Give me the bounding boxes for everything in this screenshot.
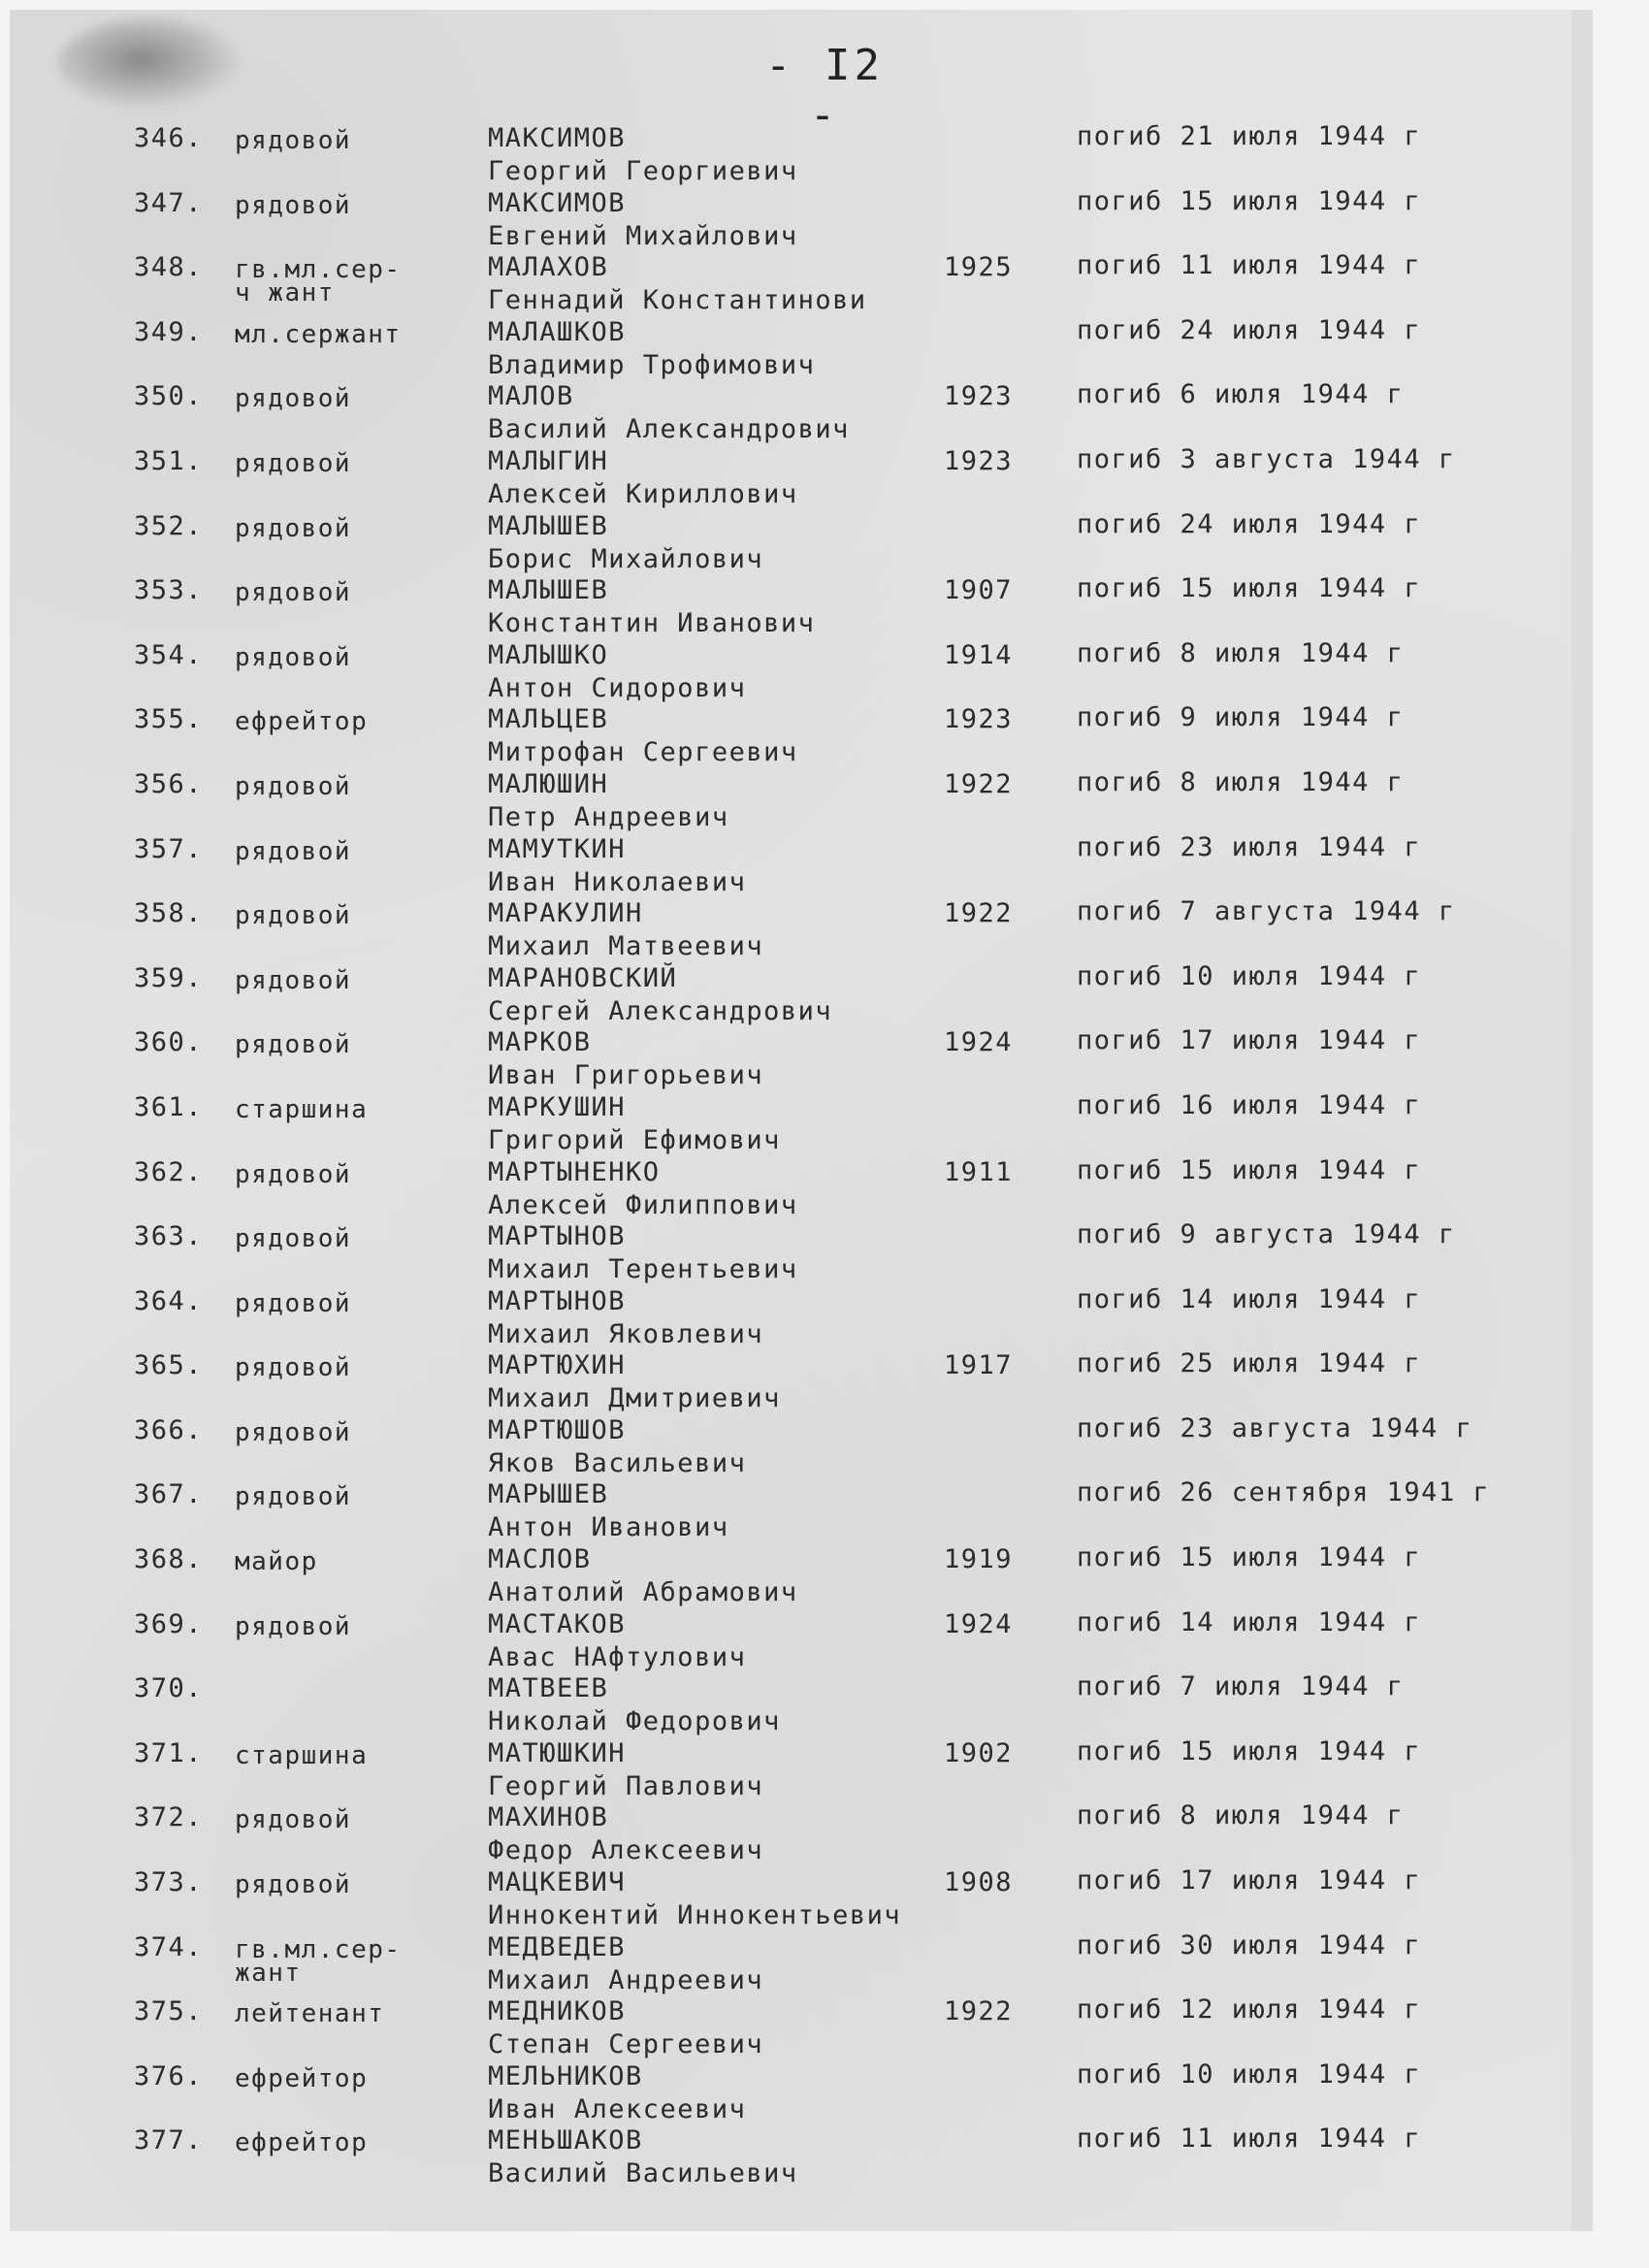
entry-number: 364. <box>134 1285 204 1316</box>
entry-rank: рядовой <box>235 1159 352 1189</box>
entry-surname: МАЛЫШКО <box>488 639 609 670</box>
list-item <box>10 761 1591 832</box>
entry-birth-year: 1923 <box>944 381 1014 412</box>
entry-given-names: Михаил Терентьевич <box>488 1254 798 1285</box>
entry-number: 354. <box>134 639 204 670</box>
entry-fate: погиб 26 сентября 1941 г <box>1077 1477 1491 1508</box>
entry-number: 368. <box>134 1544 204 1575</box>
entry-birth-year: 1923 <box>944 445 1014 476</box>
entry-surname: МАЛАШКОВ <box>488 316 627 347</box>
entry-surname: МАРТЮШОВ <box>488 1414 627 1445</box>
list-item <box>10 955 1591 1026</box>
list-item <box>10 890 1591 962</box>
entry-rank: рядовой <box>235 126 352 155</box>
list-item <box>10 1471 1591 1543</box>
entry-fate: погиб 10 июля 1944 г <box>1077 960 1422 991</box>
entry-given-names: Михаил Андреевич <box>488 1964 764 1995</box>
entry-surname: МАКСИМОВ <box>488 187 627 218</box>
entry-surname: МАРТЫНЕНКО <box>488 1156 661 1187</box>
entry-fate: погиб 11 июля 1944 г <box>1077 250 1422 281</box>
entry-number: 353. <box>134 575 204 606</box>
entry-rank-continuation: жант <box>235 1958 302 1988</box>
entry-number: 375. <box>134 1996 204 2027</box>
entry-fate: погиб 14 июля 1944 г <box>1077 1283 1422 1314</box>
entry-rank: рядовой <box>235 836 352 866</box>
entry-fate: погиб 23 августа 1944 г <box>1077 1412 1473 1443</box>
entry-given-names: Анатолий Абрамович <box>488 1577 798 1608</box>
entry-birth-year: 1914 <box>944 639 1014 670</box>
entry-rank: рядовой <box>235 513 352 543</box>
list-item <box>10 1149 1591 1220</box>
entry-fate: погиб 9 августа 1944 г <box>1077 1219 1456 1250</box>
entry-number: 352. <box>134 510 204 541</box>
entry-given-names: Яков Васильевич <box>488 1447 747 1478</box>
entry-rank: лейтенант <box>235 1999 385 2029</box>
entry-surname: МАСТАКОВ <box>488 1608 627 1639</box>
list-item <box>10 1084 1591 1155</box>
entry-rank: рядовой <box>235 1417 352 1447</box>
entry-birth-year: 1917 <box>944 1350 1014 1381</box>
entry-birth-year: 1922 <box>944 898 1014 929</box>
entry-number: 369. <box>134 1608 204 1639</box>
entry-surname: МАРКУШИН <box>488 1091 627 1122</box>
entry-surname: МАЛЮШИН <box>488 768 609 799</box>
entry-fate: погиб 15 июля 1944 г <box>1077 185 1422 216</box>
entry-fate: погиб 8 июля 1944 г <box>1077 766 1405 797</box>
entry-number: 359. <box>134 962 204 993</box>
entry-fate: погиб 8 июля 1944 г <box>1077 1800 1405 1831</box>
entry-rank: рядовой <box>235 578 352 608</box>
entry-number: 350. <box>134 381 204 412</box>
entry-fate: погиб 7 июля 1944 г <box>1077 1671 1405 1702</box>
entry-rank: рядовой <box>235 901 352 931</box>
entry-number: 376. <box>134 2060 204 2091</box>
list-item <box>10 437 1591 509</box>
entry-rank: мл.сержант <box>235 319 402 349</box>
entry-given-names: Геннадий Константинови <box>488 285 867 316</box>
entry-fate: погиб 17 июля 1944 г <box>1077 1865 1422 1896</box>
entry-rank: рядовой <box>235 1030 352 1060</box>
entry-number: 365. <box>134 1350 204 1381</box>
entry-given-names: Митрофан Сергеевич <box>488 737 798 768</box>
list-item <box>10 1342 1591 1414</box>
entry-fate: погиб 30 июля 1944 г <box>1077 1929 1422 1960</box>
entry-surname: МАРТЫНОВ <box>488 1221 627 1252</box>
entry-number: 377. <box>134 2125 204 2156</box>
entry-given-names: Антон Иванович <box>488 1512 729 1543</box>
list-item <box>10 502 1591 574</box>
entry-number: 372. <box>134 1802 204 1833</box>
entry-rank: майор <box>235 1547 318 1577</box>
entry-rank: рядовой <box>235 1224 352 1254</box>
list-item <box>10 1019 1591 1091</box>
entry-fate: погиб 21 июля 1944 г <box>1077 121 1422 151</box>
entry-number: 360. <box>134 1027 204 1058</box>
entry-fate: погиб 24 июля 1944 г <box>1077 314 1422 345</box>
entry-rank: рядовой <box>235 1805 352 1835</box>
list-item <box>10 179 1591 251</box>
ink-smudge <box>58 17 242 110</box>
list-item <box>10 2117 1591 2189</box>
entry-number: 366. <box>134 1414 204 1445</box>
entry-rank: рядовой <box>235 448 352 478</box>
entry-rank: рядовой <box>235 1870 352 1900</box>
entry-rank: рядовой <box>235 642 352 672</box>
entry-rank: ефрейтор <box>235 707 369 737</box>
entry-birth-year: 1911 <box>944 1156 1014 1187</box>
entry-birth-year: 1924 <box>944 1027 1014 1058</box>
page-number: - I2 - <box>765 41 884 140</box>
list-item <box>10 696 1591 768</box>
entry-given-names: Иннокентий Иннокентьевич <box>488 1900 902 1931</box>
entry-surname: МАЛАХОВ <box>488 252 609 283</box>
entry-number: 346. <box>134 123 204 153</box>
document-page <box>10 10 1593 2231</box>
entry-given-names: Михаил Дмитриевич <box>488 1383 781 1414</box>
entry-given-names: Федор Алексеевич <box>488 1835 764 1866</box>
entry-surname: МАКСИМОВ <box>488 123 627 153</box>
entry-number: 373. <box>134 1867 204 1898</box>
entry-rank: рядовой <box>235 1482 352 1512</box>
entry-surname: МАРАКУЛИН <box>488 898 643 929</box>
entry-given-names: Петр Андреевич <box>488 801 729 832</box>
list-item <box>10 1601 1591 1672</box>
entry-fate: погиб 14 июля 1944 г <box>1077 1606 1422 1637</box>
entry-fate: погиб 15 июля 1944 г <box>1077 1154 1422 1185</box>
entry-rank: рядовой <box>235 771 352 801</box>
entry-birth-year: 1919 <box>944 1544 1014 1575</box>
entry-rank: старшина <box>235 1094 369 1124</box>
entry-surname: МАЛЫШЕВ <box>488 510 609 541</box>
entry-surname: МАХИНОВ <box>488 1802 609 1833</box>
casualty-list <box>10 114 1591 2189</box>
entry-birth-year: 1923 <box>944 704 1014 735</box>
entry-rank: рядовой <box>235 384 352 414</box>
entry-given-names: Николай Федорович <box>488 1706 781 1737</box>
list-item <box>10 826 1591 897</box>
entry-surname: МЕНЬШАКОВ <box>488 2125 643 2156</box>
entry-fate: погиб 11 июля 1944 г <box>1077 2123 1422 2155</box>
entry-fate: погиб 3 августа 1944 г <box>1077 443 1456 474</box>
entry-surname: МЕДВЕДЕВ <box>488 1931 627 1962</box>
entry-rank: рядовой <box>235 1288 352 1318</box>
entry-given-names: Иван Алексеевич <box>488 2093 747 2124</box>
entry-birth-year: 1902 <box>944 1737 1014 1768</box>
list-item <box>10 1730 1591 1801</box>
list-item <box>10 114 1591 186</box>
entry-number: 362. <box>134 1156 204 1187</box>
entry-given-names: Владимир Трофимович <box>488 349 816 380</box>
entry-surname: МАТВЕЕВ <box>488 1673 609 1704</box>
entry-given-names: Иван Григорьевич <box>488 1060 764 1091</box>
entry-given-names: Василий Александрович <box>488 414 850 445</box>
entry-number: 357. <box>134 833 204 864</box>
entry-fate: погиб 24 июля 1944 г <box>1077 508 1422 539</box>
list-item <box>10 1278 1591 1349</box>
entry-number: 355. <box>134 704 204 735</box>
entry-number: 349. <box>134 316 204 347</box>
entry-number: 358. <box>134 898 204 929</box>
entry-birth-year: 1907 <box>944 575 1014 606</box>
entry-surname: МЕЛЬНИКОВ <box>488 2060 643 2091</box>
entry-number: 367. <box>134 1479 204 1510</box>
list-item <box>10 1536 1591 1608</box>
entry-given-names: Михаил Яковлевич <box>488 1318 764 1349</box>
list-item <box>10 1665 1591 1737</box>
entry-rank: ефрейтор <box>235 2063 369 2093</box>
entry-surname: МАЛЬЦЕВ <box>488 704 609 735</box>
entry-fate: погиб 25 июля 1944 г <box>1077 1348 1422 1379</box>
entry-given-names: Константин Иванович <box>488 608 816 639</box>
entry-rank: старшина <box>235 1740 369 1770</box>
list-item <box>10 308 1591 380</box>
list-item <box>10 243 1591 316</box>
entry-fate: погиб 10 июля 1944 г <box>1077 2058 1422 2090</box>
list-item <box>10 1213 1591 1285</box>
entry-birth-year: 1925 <box>944 252 1014 283</box>
entry-rank: ефрейтор <box>235 2128 369 2158</box>
list-item <box>10 1988 1591 2060</box>
entry-given-names: Георгий Георгиевич <box>488 156 798 186</box>
entry-fate: погиб 15 июля 1944 г <box>1077 573 1422 604</box>
entry-number: 374. <box>134 1931 204 1962</box>
entry-fate: погиб 7 августа 1944 г <box>1077 896 1456 927</box>
entry-given-names: Иван Николаевич <box>488 866 747 897</box>
entry-given-names: Сергей Александрович <box>488 995 833 1026</box>
entry-given-names: Евгений Михайлович <box>488 220 798 251</box>
entry-surname: МАРКОВ <box>488 1027 592 1058</box>
entry-surname: МАРТЮХИН <box>488 1350 627 1381</box>
entry-surname: МАРТЫНОВ <box>488 1285 627 1316</box>
entry-given-names: Георгий Павлович <box>488 1770 764 1801</box>
entry-birth-year: 1924 <box>944 1608 1014 1639</box>
entry-fate: погиб 6 июля 1944 г <box>1077 379 1405 410</box>
entry-surname: МАСЛОВ <box>488 1544 592 1575</box>
entry-number: 356. <box>134 768 204 799</box>
list-item <box>10 2053 1591 2124</box>
entry-given-names: Василий Васильевич <box>488 2158 798 2189</box>
entry-given-names: Алексей Филиппович <box>488 1189 798 1220</box>
entry-given-names: Григорий Ефимович <box>488 1124 781 1155</box>
entry-number: 348. <box>134 252 204 283</box>
entry-rank: рядовой <box>235 1353 352 1383</box>
entry-number: 370. <box>134 1673 204 1704</box>
entry-given-names: Антон Сидорович <box>488 672 747 703</box>
entry-given-names: Степан Сергеевич <box>488 2029 764 2060</box>
entry-surname: МАРАНОВСКИЙ <box>488 962 678 993</box>
entry-surname: МЕДНИКОВ <box>488 1996 627 2027</box>
entry-birth-year: 1908 <box>944 1867 1014 1898</box>
entry-surname: МАТЮШКИН <box>488 1737 627 1768</box>
entry-birth-year: 1922 <box>944 1996 1014 2027</box>
entry-number: 361. <box>134 1091 204 1122</box>
entry-fate: погиб 12 июля 1944 г <box>1077 1994 1422 2025</box>
entry-rank: гв.мл.сер- <box>235 1934 402 1964</box>
list-item <box>10 1924 1591 1995</box>
entry-number: 371. <box>134 1737 204 1768</box>
entry-surname: МАЛОВ <box>488 381 574 412</box>
entry-rank: рядовой <box>235 965 352 995</box>
entry-surname: МАРЫШЕВ <box>488 1479 609 1510</box>
entry-fate: погиб 16 июля 1944 г <box>1077 1089 1422 1120</box>
entry-rank: рядовой <box>235 190 352 220</box>
entry-surname: МАЛЫГИН <box>488 445 609 476</box>
list-item <box>10 1407 1591 1478</box>
entry-fate: погиб 15 июля 1944 г <box>1077 1735 1422 1766</box>
list-item <box>10 632 1591 703</box>
entry-rank-continuation: ч жант <box>235 278 335 308</box>
list-item <box>10 1794 1591 1866</box>
entry-fate: погиб 9 июля 1944 г <box>1077 702 1405 733</box>
entry-fate: погиб 23 июля 1944 г <box>1077 831 1422 862</box>
entry-fate: погиб 15 июля 1944 г <box>1077 1542 1422 1573</box>
entry-surname: МАЛЫШЕВ <box>488 575 609 606</box>
entry-given-names: Авас НАфтулович <box>488 1641 747 1672</box>
entry-surname: МАЦКЕВИЧ <box>488 1867 627 1898</box>
entry-number: 363. <box>134 1221 204 1252</box>
entry-rank: рядовой <box>235 1611 352 1641</box>
entry-fate: погиб 17 июля 1944 г <box>1077 1025 1422 1056</box>
list-item <box>10 373 1591 445</box>
entry-number: 347. <box>134 187 204 218</box>
entry-fate: погиб 8 июля 1944 г <box>1077 637 1405 668</box>
entry-given-names: Михаил Матвеевич <box>488 931 764 962</box>
list-item <box>10 1859 1591 1931</box>
entry-given-names: Борис Михайлович <box>488 543 764 574</box>
entry-rank: гв.мл.сер- <box>235 255 402 285</box>
list-item <box>10 567 1591 639</box>
entry-number: 351. <box>134 445 204 476</box>
entry-given-names: Алексей Кириллович <box>488 478 798 509</box>
entry-surname: МАМУТКИН <box>488 833 627 864</box>
entry-birth-year: 1922 <box>944 768 1014 799</box>
